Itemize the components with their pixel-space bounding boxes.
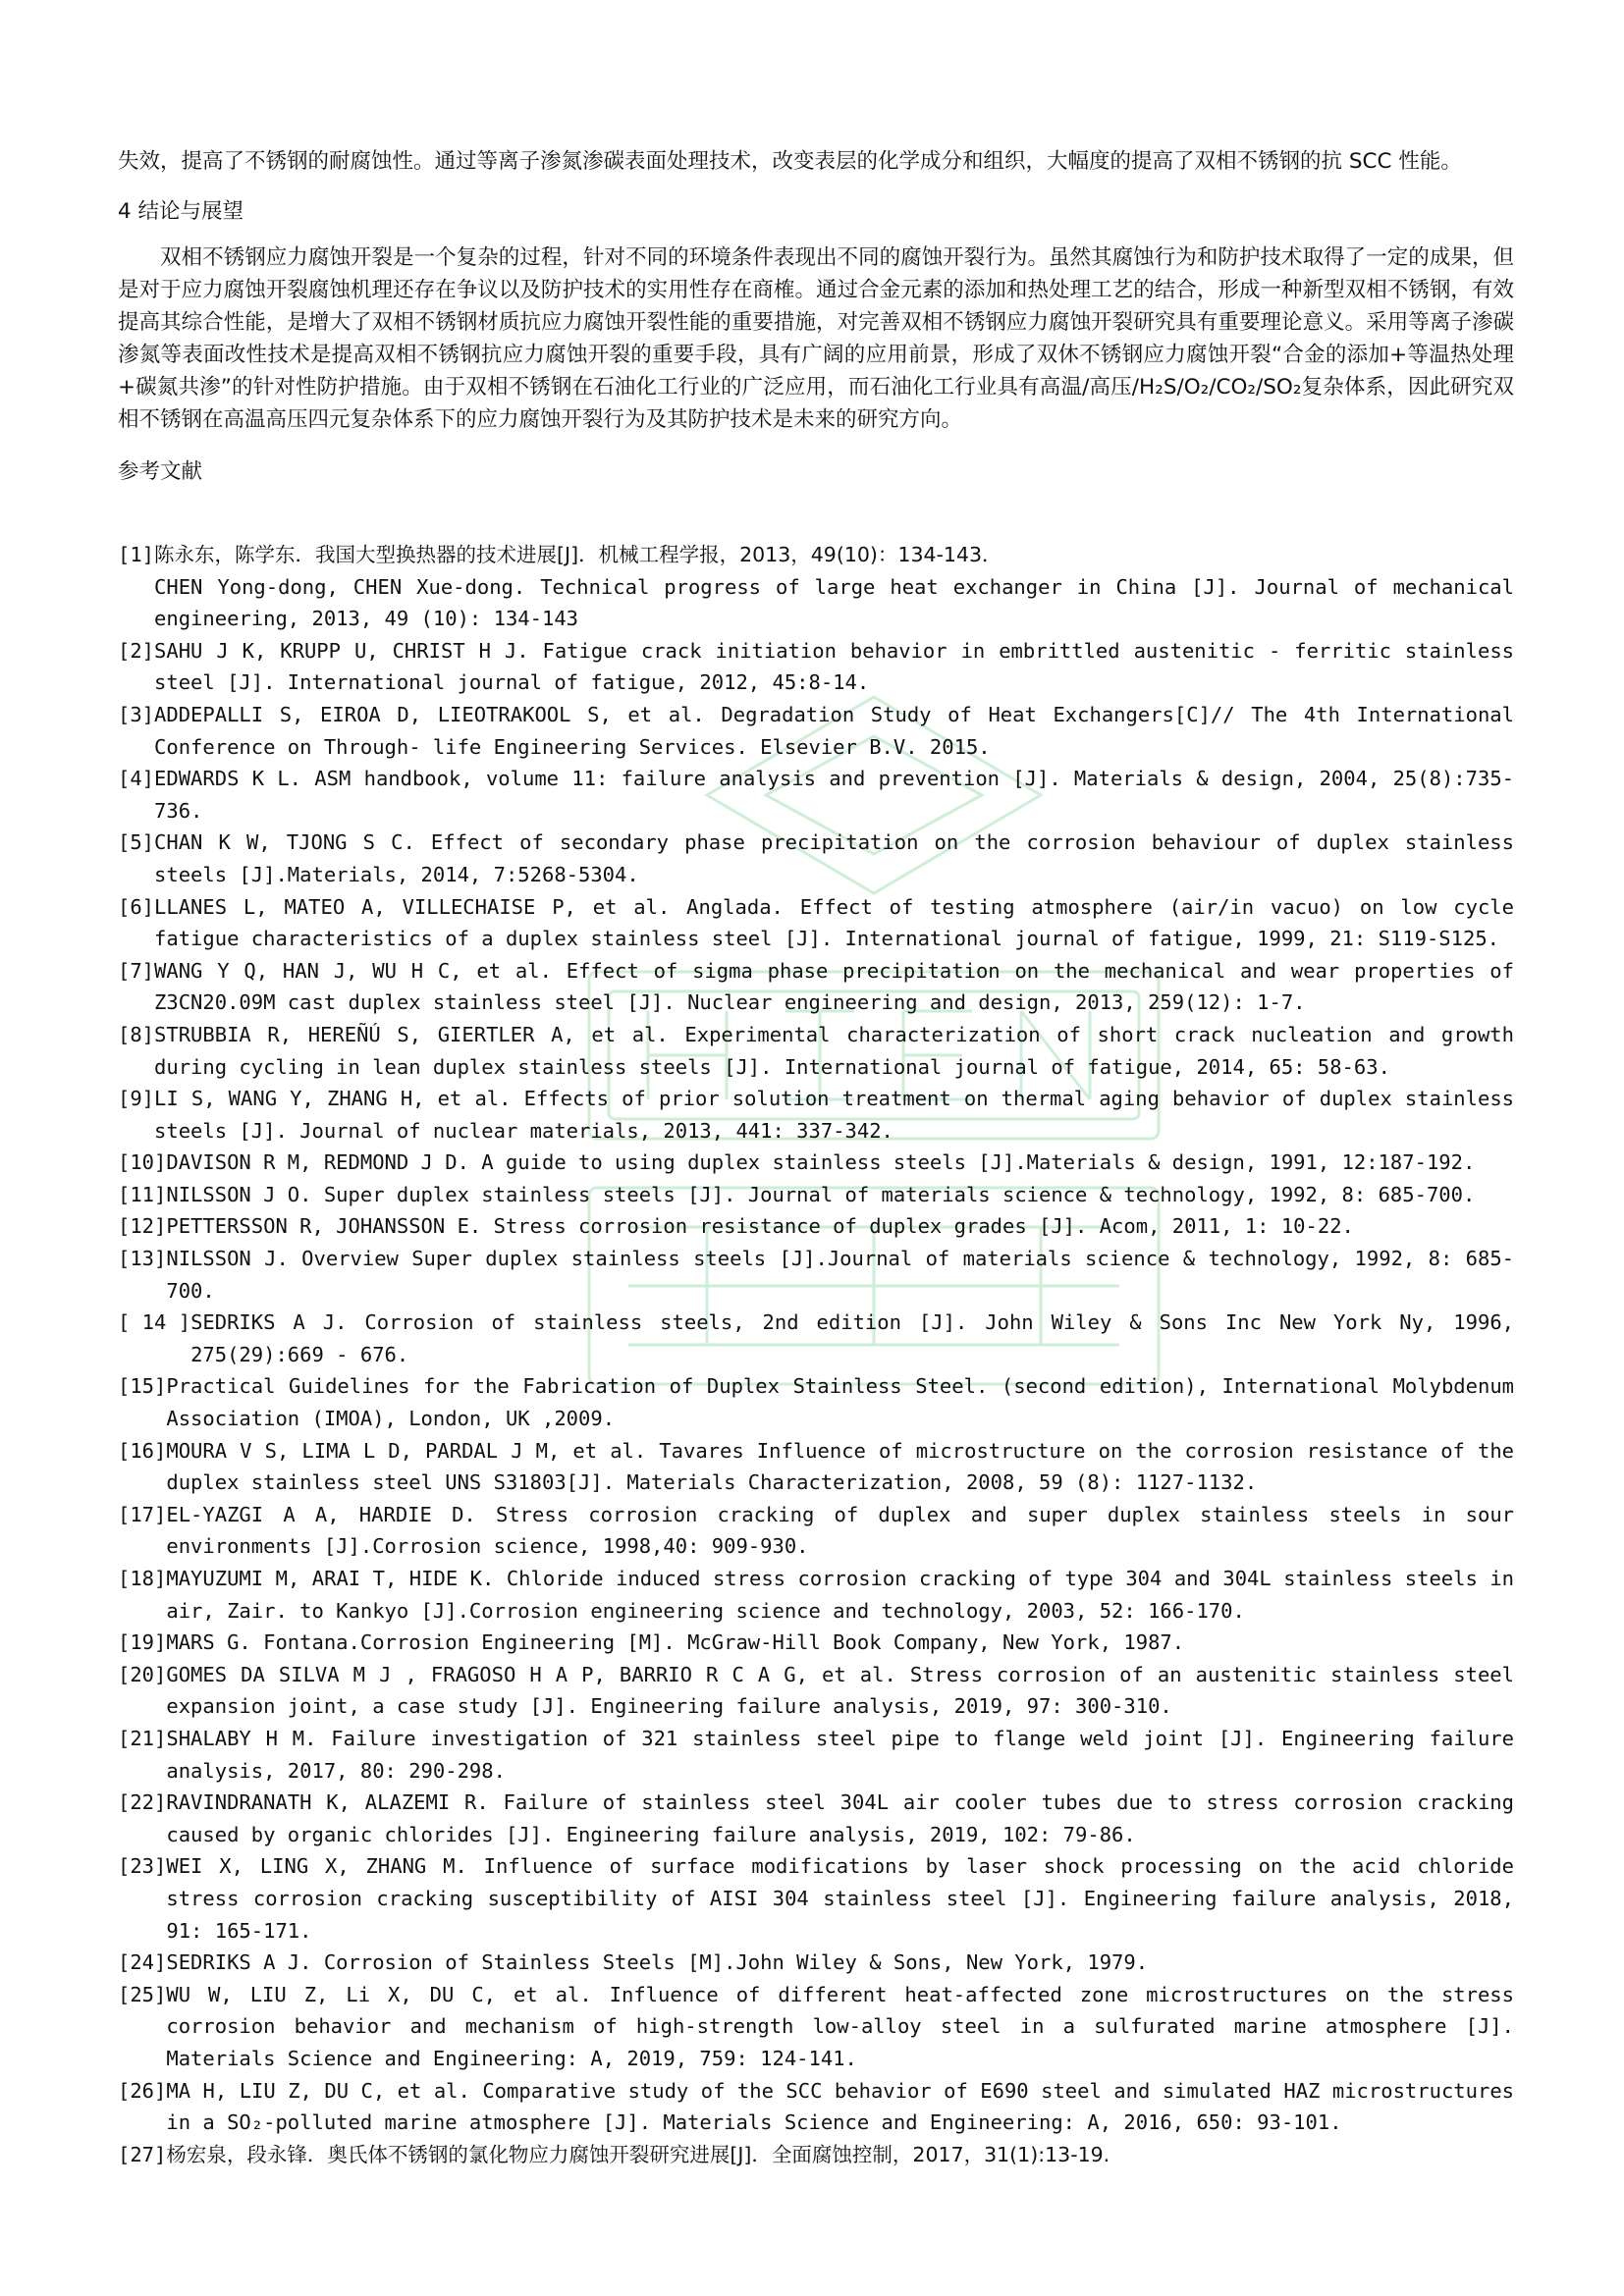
reference-text: MOURA V S, LIMA L D, PARDAL J M, et al. Tavares Influence of microstructure on the corrosion resistance of the duplex stainless steel UNS S31803[J]. Materials Characterization, 2008, 59 (8): 1127-1132. bbox=[166, 1438, 1514, 1495]
reference-item bbox=[118, 1435, 1514, 1499]
reference-number: [9] bbox=[118, 1087, 155, 1111]
reference-item bbox=[118, 699, 1514, 763]
reference-item bbox=[118, 2075, 1514, 2139]
reference-text: SEDRIKS A J. Corrosion of stainless steels, 2nd edition [J]. John Wiley & Sons Inc New York Ny, 1996, 275(29):669 - 676. bbox=[190, 1310, 1514, 1366]
reference-number: [8] bbox=[118, 1022, 155, 1046]
reference-number: [20] bbox=[118, 1662, 167, 1686]
reference-number: [5] bbox=[118, 830, 155, 855]
reference-text: MAYUZUMI M, ARAI T, HIDE K. Chloride induced stress corrosion cracking of type 304 and 304L stainless steels in air, Zair. to Kankyo [J].Corrosion engineering science and technology, 2003, 52: 166-170. bbox=[166, 1567, 1514, 1623]
reference-text: DAVISON R M, REDMOND J D. A guide to using duplex stainless steels [J].Materials & design, 1991, 12:187-192. bbox=[166, 1150, 1476, 1175]
reference-item bbox=[118, 763, 1514, 827]
reference-text: PETTERSSON R, JOHANSSON E. Stress corrosion resistance of duplex grades [J]. Acom, 2011, 1: 10-22. bbox=[166, 1214, 1354, 1239]
body-paragraph-1: 失效，提高了不锈钢的耐腐蚀性。通过等离子渗氮渗碳表面处理技术，改变表层的化学成分和组织，大幅度的提高了双相不锈钢的抗 SCC 性能。 bbox=[118, 149, 1462, 174]
reference-number: [4] bbox=[118, 767, 155, 791]
reference-text: 陈永东，陈学东．我国大型换热器的技术进展[J]．机械工程学报，2013，49(10)：134-143． bbox=[154, 543, 1002, 566]
reference-item bbox=[118, 1563, 1514, 1627]
reference-number: [18] bbox=[118, 1567, 167, 1590]
reference-number: [26] bbox=[118, 2078, 167, 2103]
reference-item bbox=[118, 635, 1514, 699]
reference-item bbox=[118, 1307, 1514, 1370]
reference-number: [22] bbox=[118, 1790, 167, 1815]
reference-text: STRUBBIA R, HEREÑÚ S, GIERTLER A, et al. Experimental characterization of short crack nucleation and growth during cycling in lean duplex stainless steels [J]. International journal of fatigue, 2014, 65: 58-63. bbox=[154, 1022, 1514, 1079]
reference-text: LLANES L, MATEO A, VILLECHAISE P, et al. Anglada. Effect of testing atmosphere (air/in vacuo) on low cycle fatigue characteristics of a duplex stainless steel [J]. International journal of fatigue, 1999, 21: S119-S125. bbox=[154, 894, 1514, 951]
reference-number: [ 14 ] bbox=[118, 1310, 191, 1335]
reference-number: [13] bbox=[118, 1247, 167, 1271]
reference-text: MARS G. Fontana.Corrosion Engineering [M]. McGraw-Hill Book Company, New York, 1987. bbox=[166, 1630, 1185, 1655]
reference-item bbox=[118, 1019, 1514, 1083]
reference-number: [3] bbox=[118, 702, 155, 726]
reference-number: [27] bbox=[118, 2142, 167, 2166]
references-heading: 参考文献 bbox=[118, 459, 203, 484]
reference-text: Practical Guidelines for the Fabrication of Duplex Stainless Steel. (second edition), International Molybdenum Association (IMOA), London, UK ,2009. bbox=[166, 1374, 1514, 1431]
reference-item bbox=[118, 1659, 1514, 1723]
reference-number: [17] bbox=[118, 1502, 167, 1526]
reference-item bbox=[118, 955, 1514, 1019]
reference-number: [16] bbox=[118, 1438, 167, 1463]
reference-item bbox=[118, 539, 1514, 635]
reference-number: [24] bbox=[118, 1950, 167, 1975]
reference-item bbox=[118, 1979, 1514, 2075]
reference-text: LI S, WANG Y, ZHANG H, et al. Effects of prior solution treatment on thermal aging behavior of duplex stainless steels [J]. Journal of nuclear materials, 2013, 441: 337-342. bbox=[154, 1087, 1514, 1143]
reference-text: SHALABY H M. Failure investigation of 321 stainless steel pipe to flange weld joint [J]. Engineering failure analysis, 2017, 80: 290-298. bbox=[166, 1726, 1514, 1783]
reference-number: [23] bbox=[118, 1854, 167, 1879]
reference-text: GOMES DA SILVA M J , FRAGOSO H A P, BARRIO R C A G, et al. Stress corrosion of an austenitic stainless steel expansion joint, a case study [J]. Engineering failure analysis, 2019, 97: 300-310. bbox=[166, 1662, 1514, 1719]
reference-number: [19] bbox=[118, 1630, 167, 1655]
reference-text: EL-YAZGI A A, HARDIE D. Stress corrosion cracking of duplex and super duplex stainless steels in sour environments [J].Corrosion science, 1998,40: 909-930. bbox=[166, 1502, 1514, 1559]
reference-number: [12] bbox=[118, 1214, 167, 1239]
reference-item bbox=[118, 2139, 1514, 2171]
reference-item bbox=[118, 1947, 1514, 1979]
reference-item bbox=[118, 1370, 1514, 1434]
reference-text: ADDEPALLI S, EIROA D, LIEOTRAKOOL S, et al. Degradation Study of Heat Exchangers[C]// The 4th International Conference on Through- life Engineering Services. Elsevier B.V. 2015. bbox=[154, 702, 1514, 759]
body-paragraph-2: 双相不锈钢应力腐蚀开裂是一个复杂的过程，针对不同的环境条件表现出不同的腐蚀开裂行为。虽然其腐蚀行为和防护技术取得了一定的成果，但是对于应力腐蚀开裂腐蚀机理还存在争议以及防护技术的实用性存在商榷。通过合金元素的添加和热处理工艺的结合，形成一种新型双相不锈钢，有效提高其综合性能，是增大了双相不锈钢材质抗应力腐蚀开裂性能的重要措施，对完善双相不锈钢应力腐蚀开裂研究具有重要理论意义。采用等离子渗碳渗氮等表面改性技术是提高双相不锈钢抗应力腐蚀开裂的重要手段，具有广阔的应用前景，形成了双休不锈钢应力腐蚀开裂“合金的添加+等温热处理+碳氮共渗”的针对性防护措施。由于双相不锈钢在石油化工行业的广泛应用，而石油化工行业具有高温/高压/H₂S/O₂/CO₂/SO₂复杂体系，因此研究双相不锈钢在高温高压四元复杂体系下的应力腐蚀开裂行为及其防护技术是未来的研究方向。 bbox=[118, 245, 1514, 432]
reference-number: [10] bbox=[118, 1150, 167, 1175]
reference-item bbox=[118, 827, 1514, 890]
reference-text: RAVINDRANATH K, ALAZEMI R. Failure of stainless steel 304L air cooler tubes due to stress corrosion cracking caused by organic chlorides [J]. Engineering failure analysis, 2019, 102: 79-86. bbox=[166, 1790, 1514, 1846]
reference-item bbox=[118, 1147, 1514, 1179]
reference-item bbox=[118, 1787, 1514, 1850]
section-heading: 4 结论与展望 bbox=[118, 199, 244, 224]
reference-text: NILSSON J. Overview Super duplex stainless steels [J].Journal of materials science & technology, 1992, 8: 685-700. bbox=[166, 1247, 1514, 1303]
reference-number: [7] bbox=[118, 958, 155, 983]
reference-text: NILSSON J O. Super duplex stainless steels [J]. Journal of materials science & technology, 1992, 8: 685-700. bbox=[166, 1182, 1476, 1206]
reference-translation: CHEN Yong-dong, CHEN Xue-dong. Technical progress of large heat exchanger in China [J]. Journal of mechanical engineering, 2013, 49 (10): 134-143 bbox=[154, 574, 1514, 631]
reference-item bbox=[118, 1179, 1514, 1211]
reference-item bbox=[118, 1210, 1514, 1243]
reference-text: MA H, LIU Z, DU C, et al. Comparative study of the SCC behavior of E690 steel and simulated HAZ microstructures in a SO₂-polluted marine atmosphere [J]. Materials Science and Engineering: A, 2016, 650: 93-101. bbox=[166, 2078, 1514, 2135]
reference-number: [25] bbox=[118, 1982, 167, 2006]
reference-list bbox=[118, 539, 1514, 2170]
reference-number: [2] bbox=[118, 638, 155, 663]
reference-item bbox=[118, 1243, 1514, 1307]
reference-number: [15] bbox=[118, 1374, 167, 1399]
reference-item bbox=[118, 891, 1514, 955]
reference-text: WEI X, LING X, ZHANG M. Influence of surface modifications by laser shock processing on the acid chloride stress corrosion cracking susceptibility of AISI 304 stainless steel [J]. Engineering failure analysis, 2018, 91: 165-171. bbox=[166, 1854, 1514, 1943]
reference-text: CHAN K W, TJONG S C. Effect of secondary phase precipitation on the corrosion behaviour of duplex stainless steels [J].Materials, 2014, 7:5268-5304. bbox=[154, 830, 1514, 886]
reference-text: 杨宏泉，段永锋．奥氏体不锈钢的氯化物应力腐蚀开裂研究进展[J]．全面腐蚀控制，2017，31(1):13-19. bbox=[166, 2142, 1110, 2166]
reference-text: SEDRIKS A J. Corrosion of Stainless Steels [M].John Wiley & Sons, New York, 1979. bbox=[166, 1950, 1149, 1975]
reference-item bbox=[118, 1083, 1514, 1147]
reference-item bbox=[118, 1627, 1514, 1659]
reference-number: [6] bbox=[118, 894, 155, 919]
reference-text: SAHU J K, KRUPP U, CHRIST H J. Fatigue crack initiation behavior in embrittled austenitic - ferritic stainless steel [J]. International journal of fatigue, 2012, 45:8-14. bbox=[154, 638, 1514, 695]
reference-item bbox=[118, 1723, 1514, 1787]
reference-text: EDWARDS K L. ASM handbook, volume 11: failure analysis and prevention [J]. Materials & design, 2004, 25(8):735-736. bbox=[154, 767, 1514, 823]
reference-number: [11] bbox=[118, 1182, 167, 1206]
reference-item bbox=[118, 1499, 1514, 1563]
reference-text: WU W, LIU Z, Li X, DU C, et al. Influence of different heat-affected zone microstructures on the stress corrosion behavior and mechanism of high-strength low-alloy steel in a sulfurated marine atmosphere [J]. Materials Science and Engineering: A, 2019, 759: 124-141. bbox=[166, 1982, 1514, 2070]
reference-number: [21] bbox=[118, 1726, 167, 1750]
page-content bbox=[118, 145, 1514, 2170]
reference-text: WANG Y Q, HAN J, WU H C, et al. Effect of sigma phase precipitation on the mechanical and wear properties of Z3CN20.09M cast duplex stainless steel [J]. Nuclear engineering and design, 2013, 259(12): 1-7. bbox=[154, 958, 1514, 1015]
reference-number: [1] bbox=[118, 543, 155, 566]
reference-item bbox=[118, 1850, 1514, 1947]
